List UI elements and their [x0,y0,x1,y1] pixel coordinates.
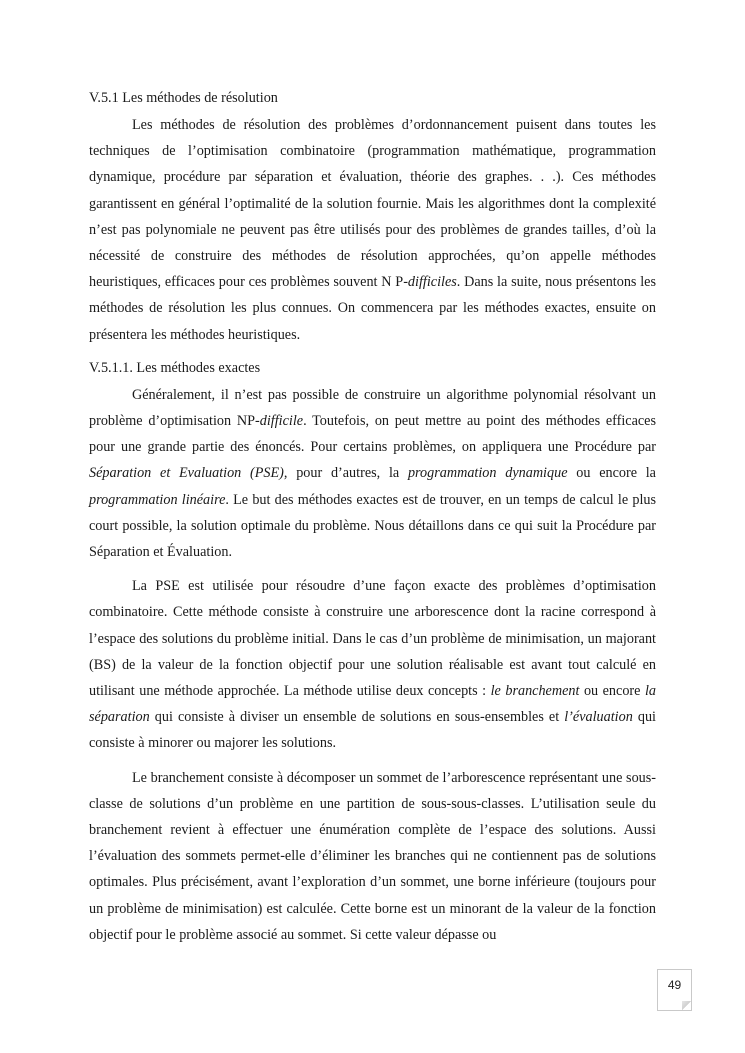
exact-emphasis-1: difficile [259,413,304,430]
exact-emphasis-4: programmation linéaire [89,491,226,508]
pse-emphasis-2: la séparation [89,683,656,726]
branching-paragraph [89,765,656,948]
pse-emphasis-1: le branchement [490,683,580,700]
branching-text-1: Le branchement consiste à décomposer un sommet de l’arborescence représentant une sous-classe de solutions d’un problème en une partition de sous-sous-classes. L’utilisation seule du branchement revient à effectuer une énumération complète de l’espace des solutions. Aussi l’évaluation des sommets permet-elle d’éliminer les branches qui ne contiennent pas de solutions optimales. Plus précisément, avant l’exploration d’un sommet, une borne inférieure (toujours pour un problème de minimisation) est calculée. Cette borne est un minorant de la valeur de la fonction objectif pour le problème associé au sommet. Si cette valeur dépasse ou [89,769,656,943]
exact-text-1: Généralement, il n’est pas possible de construire un algorithme polynomial résolvant un problème d’optimisation NP- [89,386,656,430]
page-number-box [657,969,692,1011]
exact-text-3: , pour d’autres, la [283,465,408,482]
intro-text-2: . Dans la suite, nous présentons les méthodes de résolution les plus connues. On commencera par les méthodes exactes, ensuite on présentera les méthodes heuristiques. [89,274,656,343]
intro-paragraph [89,112,656,348]
pse-text-3: qui consiste à diviser un ensemble de solutions en sous-ensembles et [149,709,565,726]
pse-paragraph [89,573,656,756]
pse-text-2: ou encore [579,683,645,700]
intro-emphasis-1: difficiles [407,274,457,291]
pse-text-4: qui consiste à minorer ou majorer les solutions. [89,709,656,752]
intro-text-1: Les méthodes de résolution des problèmes d’ordonnancement puisent dans toutes les techniques de l’optimisation combinatoire (programmation mathématique, programmation dynamique, procédure par séparation et évaluation, théorie des graphes. . .). Ces méthodes garantissent en général l’optimalité de la solution fournie. Mais les algorithmes dont la complexité n’est pas polynomiale ne peuvent pas être utilisés pour des problèmes de grandes tailles, d’où la nécessité de construire des méthodes de résolution approchées, qu’on appelle méthodes heuristiques, efficaces pour ces problèmes souvent N P- [89,117,656,291]
pse-emphasis-3: l’évaluation [564,709,633,726]
pse-text-1: La PSE est utilisée pour résoudre d’une façon exacte des problèmes d’optimisation combinatoire. Cette méthode consiste à construire une arborescence dont la racine correspond à l’espace des solutions du problème initial. Dans le cas d’un problème de minimisation, un majorant (BS) de la valeur de la fonction objectif pour une solution réalisable est avant tout calculé en utilisant une méthode approchée. La méthode utilise deux concepts : [89,578,656,700]
exact-methods-paragraph [89,382,656,565]
exact-text-5: . Le but des méthodes exactes est de trouver, en un temps de calcul le plus court possible, la solution optimale du problème. Nous détaillons dans ce qui suit la Procédure par Séparation et Évaluation. [89,491,656,561]
exact-text-2: . Toutefois, on peut mettre au point des méthodes efficaces pour une grande partie des énoncés. Pour certains problèmes, on appliquera une Procédure par [89,413,656,456]
exact-emphasis-2: Séparation et Evaluation (PSE) [89,465,284,482]
exact-emphasis-3: programmation dynamique [407,465,568,482]
subsection-heading: V.5.1.1. Les méthodes exactes [89,359,261,376]
page-content [89,86,656,954]
page-curl-icon [682,1001,691,1010]
page-number: 49 [667,978,682,992]
exact-text-4: ou encore la [567,465,656,482]
section-heading: V.5.1 Les méthodes de résolution [89,90,278,106]
